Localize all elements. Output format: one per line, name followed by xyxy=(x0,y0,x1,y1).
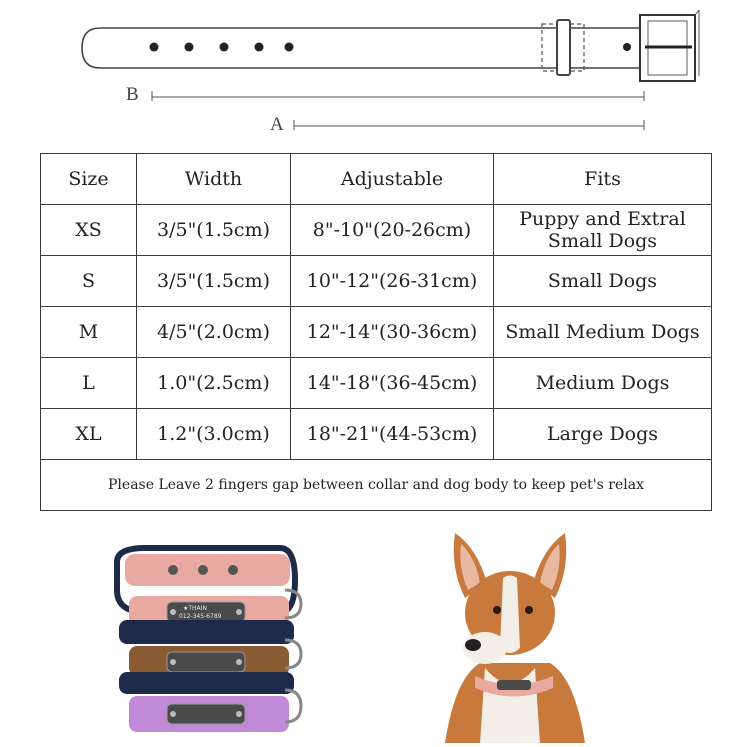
cell-width: 3/5"(1.5cm) xyxy=(137,256,291,307)
collar-keeper-loop xyxy=(557,20,570,75)
cell-width: 1.0"(2.5cm) xyxy=(137,358,291,409)
cell-fits-line1: Puppy and Extral xyxy=(519,208,686,230)
dog-wearing-collar-photo xyxy=(425,528,595,743)
cell-adjustable: 14"-18"(36-45cm) xyxy=(291,358,494,409)
cell-adjustable: 10"-12"(26-31cm) xyxy=(291,256,494,307)
cell-fits xyxy=(494,205,712,256)
cell-fits: Large Dogs xyxy=(494,409,712,460)
size-chart-table xyxy=(40,153,712,511)
table-row xyxy=(41,205,712,256)
cell-adjustable: 18"-21"(44-53cm) xyxy=(291,409,494,460)
cell-size: L xyxy=(41,358,137,409)
collar-hole xyxy=(220,43,229,52)
cell-fits: Small Dogs xyxy=(494,256,712,307)
cell-fits: Small Medium Dogs xyxy=(494,307,712,358)
table-row xyxy=(41,307,712,358)
header-size: Size xyxy=(41,154,137,205)
cell-size: S xyxy=(41,256,137,307)
cell-width: 1.2"(3.0cm) xyxy=(137,409,291,460)
tag-phone-text: 012-345-6789 xyxy=(179,613,222,620)
collar-hole xyxy=(185,43,194,52)
purple-collar xyxy=(119,672,301,732)
table-row xyxy=(41,409,712,460)
table-note-row xyxy=(41,460,712,511)
collar-size-diagram xyxy=(0,0,750,145)
cell-width: 4/5"(2.0cm) xyxy=(137,307,291,358)
collar-hole xyxy=(150,43,159,52)
dimension-b-label: B xyxy=(126,84,139,105)
cell-size: XL xyxy=(41,409,137,460)
stacked-collars-photo xyxy=(105,540,305,740)
brown-collar xyxy=(119,620,301,676)
cell-size: XS xyxy=(41,205,137,256)
collar-hole xyxy=(255,43,264,52)
cell-fits: Medium Dogs xyxy=(494,358,712,409)
collar-hole xyxy=(285,43,294,52)
header-adjustable: Adjustable xyxy=(291,154,494,205)
dimension-a-label: A xyxy=(270,114,284,135)
collar-hole xyxy=(623,43,631,51)
header-fits: Fits xyxy=(494,154,712,205)
cell-size: M xyxy=(41,307,137,358)
tag-name-text: ★THAIN xyxy=(183,605,207,612)
pink-collar xyxy=(117,548,301,626)
cell-adjustable: 8"-10"(20-26cm) xyxy=(291,205,494,256)
table-row xyxy=(41,256,712,307)
cell-width: 3/5"(1.5cm) xyxy=(137,205,291,256)
table-row xyxy=(41,358,712,409)
cell-fits-line2: Small Dogs xyxy=(547,230,658,252)
header-width: Width xyxy=(137,154,291,205)
cell-adjustable: 12"-14"(30-36cm) xyxy=(291,307,494,358)
fit-note: Please Leave 2 fingers gap between collar and dog body to keep pet's relax xyxy=(41,460,712,511)
table-header-row xyxy=(41,154,712,205)
